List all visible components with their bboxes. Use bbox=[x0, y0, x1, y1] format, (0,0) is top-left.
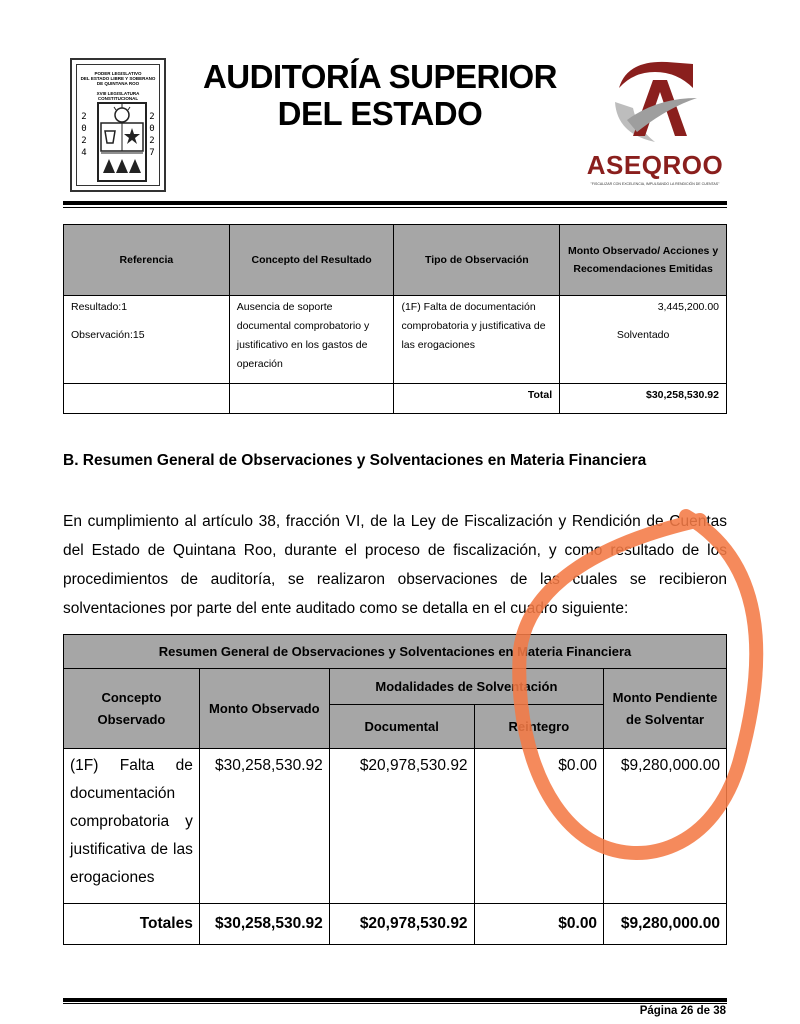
table-header-row bbox=[64, 225, 727, 296]
empty-cell bbox=[64, 384, 230, 414]
title-line: DEL ESTADO bbox=[277, 95, 483, 132]
cell-monto: $30,258,530.92 bbox=[199, 749, 329, 904]
table-caption: Resumen General de Observaciones y Solventaciones en Materia Financiera bbox=[64, 635, 727, 669]
results-table bbox=[63, 224, 727, 414]
coat-of-arms-icon bbox=[95, 101, 149, 185]
seal-years-right: 2 0 2 7 bbox=[149, 112, 155, 158]
summary-table bbox=[63, 634, 727, 945]
monto-value: 3,445,200.00 bbox=[657, 301, 719, 313]
header-referencia: Referencia bbox=[64, 225, 230, 296]
header-rule bbox=[63, 201, 727, 205]
aseqroo-emblem-icon bbox=[607, 58, 703, 148]
cell-tipo: (1F) Falta de documentación comprobatoria y justificativa de las erogaciones bbox=[394, 296, 560, 384]
header-tipo: Tipo de Observación bbox=[394, 225, 560, 296]
table-caption-row bbox=[64, 635, 727, 669]
cell-documental: $20,978,530.92 bbox=[329, 749, 474, 904]
totals-pendiente: $9,280,000.00 bbox=[604, 904, 727, 945]
total-label: Total bbox=[394, 384, 560, 414]
page-title bbox=[190, 58, 570, 132]
totals-monto: $30,258,530.92 bbox=[199, 904, 329, 945]
footer-rule bbox=[63, 998, 727, 1002]
header-monto-pendiente: Monto Pendiente de Solventar bbox=[604, 669, 727, 749]
total-value: $30,258,530.92 bbox=[560, 384, 727, 414]
header-modalidades: Modalidades de Solventación bbox=[329, 669, 603, 705]
legislature-seal bbox=[70, 58, 166, 192]
header-concepto-observado: Concepto Observado bbox=[64, 669, 200, 749]
cell-concepto: (1F) Falta de documentación comprobatoria y justificativa de las erogaciones bbox=[64, 749, 200, 904]
totals-reintegro: $0.00 bbox=[474, 904, 604, 945]
page-number: Página 26 de 38 bbox=[639, 1005, 726, 1017]
aseqroo-logo bbox=[585, 58, 725, 193]
total-row bbox=[64, 384, 727, 414]
footer-rule-thin bbox=[63, 1003, 727, 1004]
body-paragraph: En cumplimiento al artículo 38, fracción VI, de la Ley de Fiscalización y Rendición de Cuentas del Estado de Quintana Roo, durante el proceso de fiscalización, y como resultado de los procedimientos de auditoría, se realizaron observaciones de las cuales se recibieron solventaciones por parte del ente auditado como se detalla en el cuadro siguiente: bbox=[63, 513, 727, 617]
header-concepto: Concepto del Resultado bbox=[229, 225, 394, 296]
header-monto-observado: Monto Observado bbox=[199, 669, 329, 749]
status-text: Solventado bbox=[616, 329, 670, 341]
header-monto: Monto Observado/ Acciones y Recomendaciones Emitidas bbox=[560, 225, 727, 296]
seal-line: XVIII LEGISLATURA CONSTITUCIONAL bbox=[96, 91, 140, 101]
empty-cell bbox=[229, 384, 394, 414]
totals-label: Totales bbox=[64, 904, 200, 945]
table-row bbox=[64, 749, 727, 904]
cell-monto bbox=[560, 296, 727, 384]
cell-concepto: Ausencia de soporte documental comprobatorio y justificativo en los gastos de operación bbox=[229, 296, 394, 384]
header-documental: Documental bbox=[329, 705, 474, 749]
header-rule-thin bbox=[63, 207, 727, 208]
cell-reintegro: $0.00 bbox=[474, 749, 604, 904]
ref-result: Resultado:1 bbox=[71, 301, 128, 313]
cell-referencia bbox=[64, 296, 230, 384]
logo-name: ASEQROO bbox=[586, 150, 724, 180]
seal-line: PODER LEGISLATIVO bbox=[94, 71, 142, 76]
table-header-row bbox=[64, 669, 727, 705]
table-row bbox=[64, 296, 727, 384]
cell-pendiente: $9,280,000.00 bbox=[604, 749, 727, 904]
seal-line: DEL ESTADO LIBRE Y SOBERANO bbox=[80, 76, 156, 81]
ref-observation: Observación:15 bbox=[71, 329, 145, 341]
section-heading: B. Resumen General de Observaciones y Solventaciones en Materia Financiera bbox=[63, 452, 647, 469]
seal-years-left: 2 0 2 4 bbox=[81, 112, 87, 158]
title-line: AUDITORÍA SUPERIOR bbox=[202, 58, 558, 95]
logo-motto: "FISCALIZAR CON EXCELENCIA, IMPULSANDO LA RENDICIÓN DE CUENTAS" bbox=[590, 182, 720, 186]
seal-line: DE QUINTANA ROO bbox=[96, 81, 140, 86]
totals-row bbox=[64, 904, 727, 945]
header-reintegro: Reintegro bbox=[474, 705, 604, 749]
totals-documental: $20,978,530.92 bbox=[329, 904, 474, 945]
